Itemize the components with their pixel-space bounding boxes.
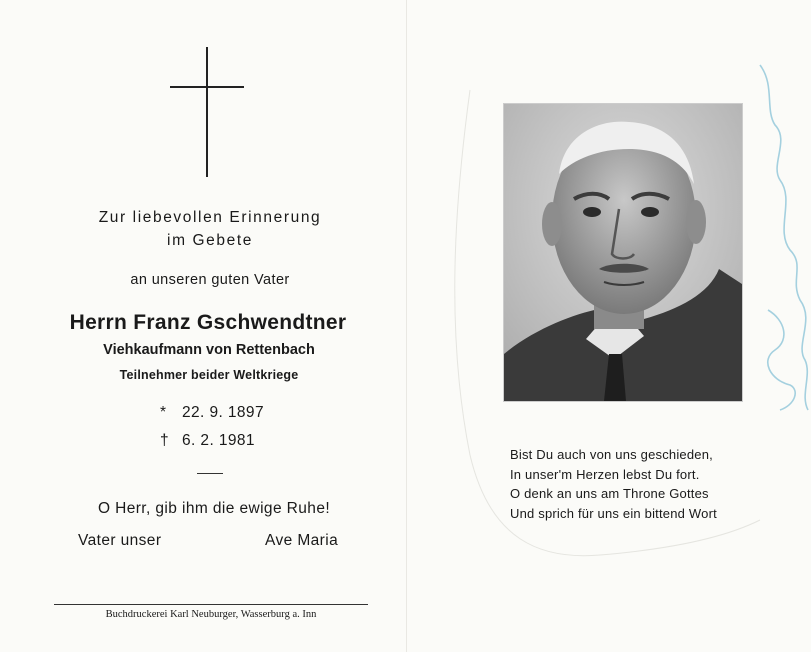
death-line xyxy=(160,432,255,450)
intro-line-1: Zur liebevollen Erinnerung xyxy=(98,209,322,226)
birth-date: 22. 9. 1897 xyxy=(182,404,264,421)
deceased-name: Herrn Franz Gschwendtner xyxy=(69,311,347,334)
printer-credit: Buchdruckerei Karl Neuburger, Wasserburg a. Inn xyxy=(105,609,317,620)
intro-line-2: im Gebete xyxy=(167,232,253,249)
poem-line: Bist Du auch von uns geschieden, xyxy=(510,447,713,462)
printer-divider xyxy=(54,604,368,605)
poem xyxy=(510,445,717,523)
poem-line: Und sprich für uns ein bittend Wort xyxy=(510,505,717,521)
death-date: 6. 2. 1981 xyxy=(182,432,255,449)
poem-line: O denk an uns am Throne Gottes xyxy=(510,486,709,501)
intro-line-3: an unseren guten Vater xyxy=(130,272,290,288)
veteran-note: Teilnehmer beider Weltkriege xyxy=(119,368,299,382)
birth-line xyxy=(160,404,264,422)
poem-line: In unser'm Herzen lebst Du fort. xyxy=(510,466,700,482)
portrait-photo xyxy=(503,103,743,402)
birth-symbol: * xyxy=(160,404,167,421)
prayer-line: O Herr, gib ihm die ewige Ruhe! xyxy=(97,500,331,517)
divider xyxy=(197,473,223,474)
occupation: Viehkaufmann von Rettenbach xyxy=(103,342,315,358)
portrait-icon xyxy=(504,104,742,401)
prayer-vater-unser: Vater unser xyxy=(78,532,162,549)
death-symbol: † xyxy=(160,432,170,449)
prayer-ave-maria: Ave Maria xyxy=(265,532,339,549)
